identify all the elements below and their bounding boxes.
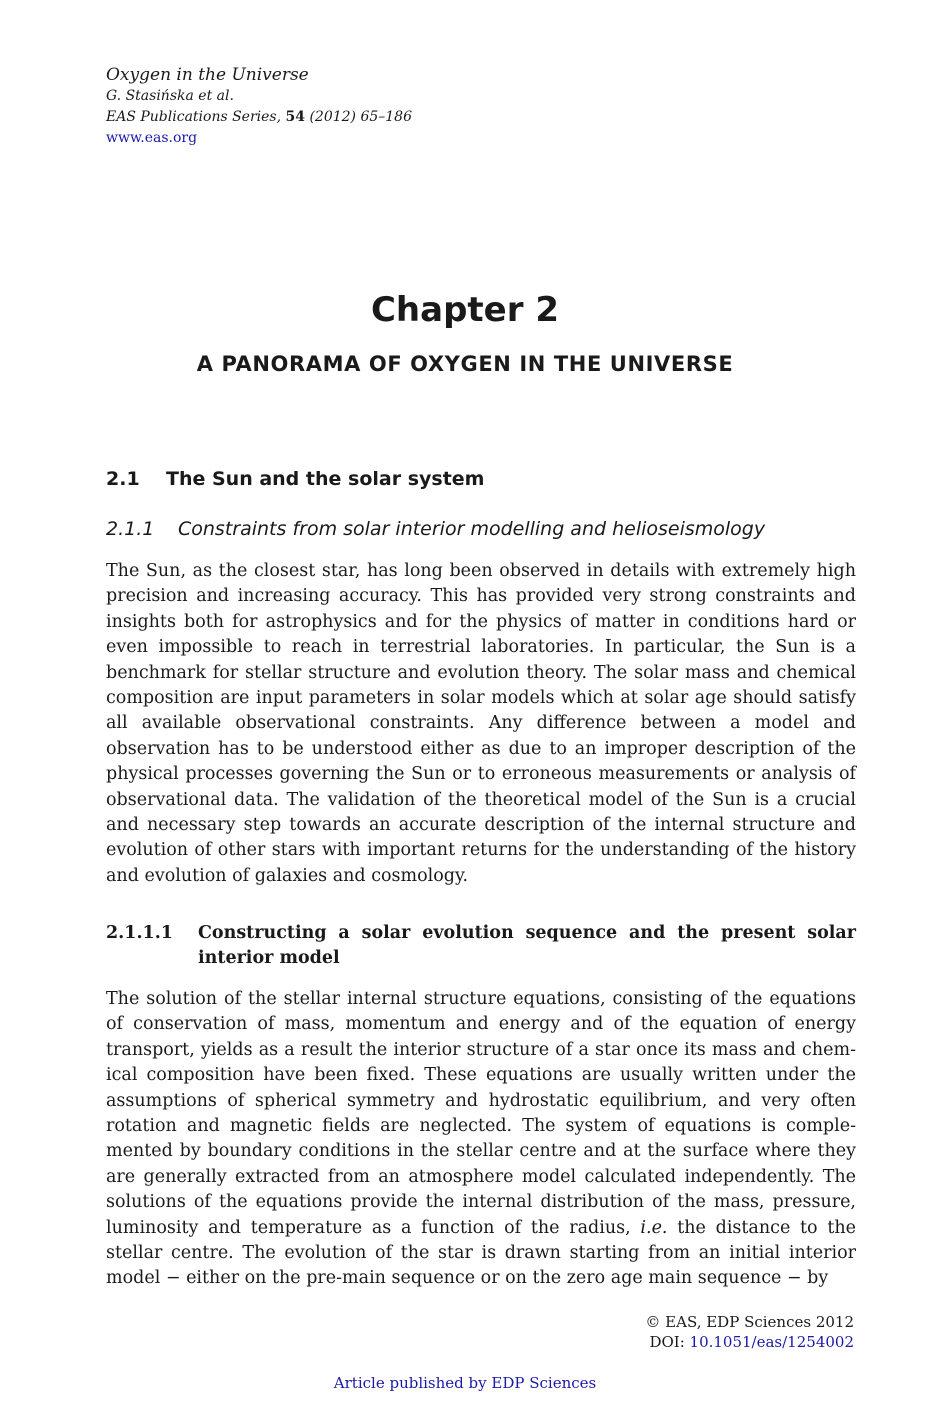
website-link[interactable]: www.eas.org bbox=[106, 130, 198, 146]
paragraph-2-ie: i.e. bbox=[640, 1217, 668, 1238]
series-suffix: (2012) 65–186 bbox=[309, 109, 412, 125]
subsubsection-number: 2.1.1.1 bbox=[106, 923, 173, 943]
paragraph-1: The Sun, as the closest star, has long been observed in details with extremely high precision and increasing accuracy. This has provided very strong constraints and insights both for astrophysics and for the physics of matter in conditions hard or even impossible to reach in terrestrial laboratories. In particular, the Sun is a benchmark for stellar structure and evolution theory. The solar mass and chemical composition are input parameters in solar models which at solar age should satisfy all available observational constraints. Any difference between a model and observation has to be understood either as due to an improper description of the physical processes governing the Sun or to erroneous measurements or analysis of observational data. The validation of the theoretical model of the Sun is a crucial and necessary step towards an accurate description of the internal structure and evolution of other stars with important returns for the understanding of the history and evolution of galaxies and cosmology. bbox=[106, 561, 856, 886]
copyright-block bbox=[645, 1312, 854, 1352]
paragraph-2-part2: the distance to the stellar centre. The evolution of the star is drawn starting from an initial interior model − either on the pre-main sequence or on the zero age main sequence − by bbox=[106, 1217, 856, 1289]
authors: G. Stasińska et al. bbox=[106, 88, 234, 104]
subsection-title: Constraints from solar interior modelling and helioseismology bbox=[178, 518, 766, 540]
paragraph-2 bbox=[106, 987, 856, 1292]
chapter-title: Chapter 2 bbox=[370, 290, 559, 330]
subsection-number: 2.1.1 bbox=[106, 518, 155, 540]
chapter-subtitle: A PANORAMA OF OXYGEN IN THE UNIVERSE bbox=[196, 352, 734, 376]
section-title: The Sun and the solar system bbox=[166, 468, 485, 490]
publication-header bbox=[106, 64, 412, 148]
doi-label: DOI: bbox=[649, 1333, 690, 1351]
subsubsection-title: Constructing a solar evolution sequence and the present solar interior model bbox=[198, 923, 856, 968]
section-number: 2.1 bbox=[106, 468, 140, 490]
paragraph-2-part1: The solution of the stellar internal structure equations, consisting of the equations of conservation of mass, momentum and energy and of the equation of energy transport, yields as a result the interior structure of a star once its mass and chemical composition have been fixed. These equations are usually written under the assumptions of spherical symmetry and hydrostatic equilibrium, and very often rotation and magnetic fields are neglected. The system of equations is complemented by boundary conditions in the stellar centre and at the surface where they are generally extracted from an atmosphere model calculated independently. The solutions of the equations provide the internal distribution of the mass, pressure, luminosity and temperature as a function of the radius, bbox=[106, 989, 856, 1238]
section-heading bbox=[106, 468, 484, 490]
book-title: Oxygen in the Universe bbox=[106, 65, 309, 85]
doi-link[interactable]: 10.1051/eas/1254002 bbox=[689, 1333, 854, 1351]
series-prefix: EAS Publications Series, bbox=[106, 109, 282, 125]
doi-line bbox=[645, 1332, 854, 1352]
series-info bbox=[106, 107, 412, 128]
copyright-line: © EAS, EDP Sciences 2012 bbox=[645, 1313, 854, 1331]
subsection-heading bbox=[106, 518, 765, 540]
series-volume: 54 bbox=[285, 109, 305, 125]
footer-link[interactable]: Article published by EDP Sciences bbox=[333, 1374, 597, 1392]
subsubsection-heading bbox=[106, 921, 856, 971]
